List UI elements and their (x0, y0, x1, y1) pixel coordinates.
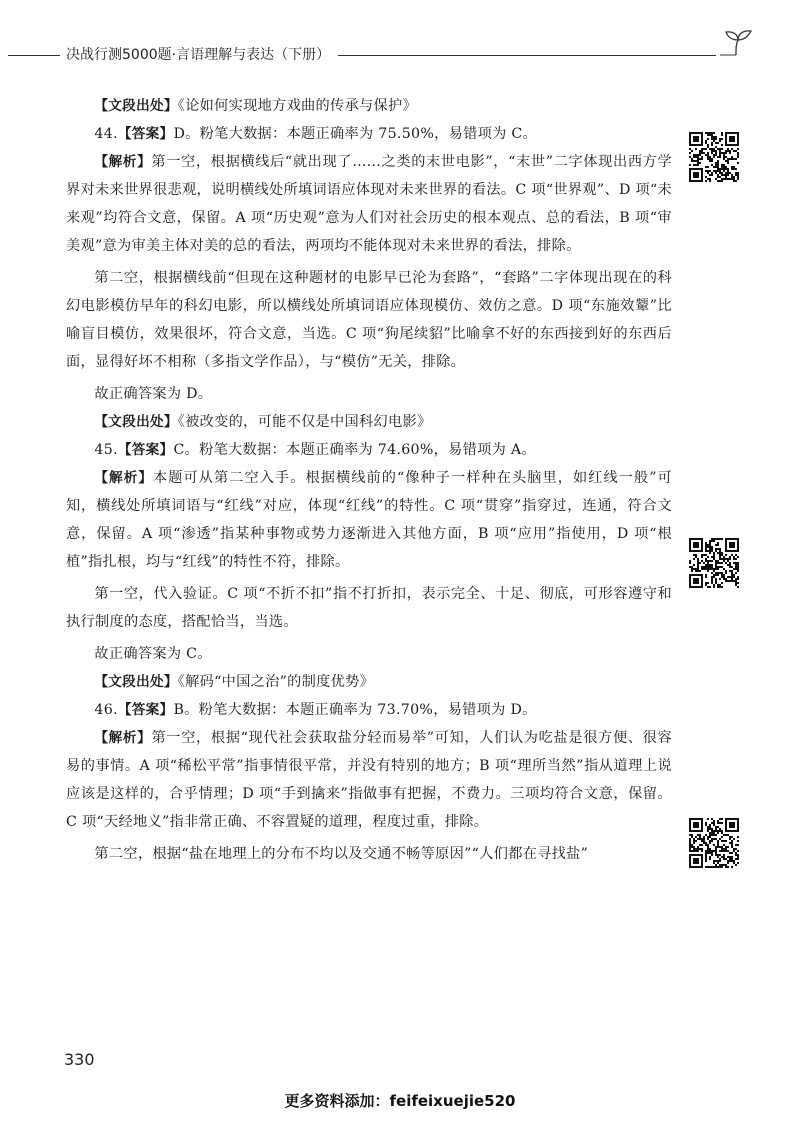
source-44: 【文段出处】《论如何实现地方戏曲的传承与保护》 (94, 98, 417, 114)
qr-code-icon[interactable] (689, 538, 739, 588)
running-header (0, 44, 800, 66)
analysis-45: 【解析】本题可从第二空入手。根据横线前的“像种子一样种在头脑里，如红线一般”可知，横线处所填词语与“红线”对应，体现“红线”的特性。C 项“贯穿”指穿过，连通，符合文意，保留。A 项“渗透”指某种事物或势力逐渐进入其他方面，B 项“应用”指使用，D 项“根植”指扎根，均与“红线”的特性不符，排除。 (66, 470, 672, 570)
page-number: 330 (64, 1050, 95, 1069)
header-rule-left (8, 55, 60, 56)
analysis-44: 【解析】第一空，根据横线后“就出现了……之类的末世电影”，“末世”二字体现出西方学界对未来世界很悲观，说明横线处所填词语应体现对未来世界的看法。C 项“世界观”、D 项“未来观”均符合文意，保留。A 项“历史观”意为人们对社会历史的根本观点、总的看法，B 项“审美观”意为审美主体对美的总的看法，两项均不能体现对未来世界的看法，排除。 (66, 154, 672, 254)
answer-content (66, 92, 672, 868)
qr-code-icon[interactable] (689, 818, 739, 868)
book-title: 决战行测5000题·言语理解与表达（下册） (66, 47, 331, 63)
conclusion-44: 故正确答案为 D。 (94, 386, 213, 402)
source-45: 【文段出处】《被改变的，可能不仅是中国科幻电影》 (94, 414, 432, 430)
footer-contact: 更多资料添加：feifeixuejie520 (284, 1092, 516, 1110)
analysis-44-blank2: 第二空，根据横线前“但现在这种题材的电影早已沦为套路”，“套路”二字体现出现在的科幻电影模仿早年的科幻电影，所以横线处所填词语应体现模仿、效仿之意。D 项“东施效颦”比喻盲目模仿，效果很坏，符合文意，当选。C 项“狗尾续貂”比喻拿不好的东西接到好的东西后面，显得好坏不相称（多指文学作品），与“模仿”无关，排除。 (66, 270, 672, 370)
source-46: 【文段出处】《解码“中国之治”的制度优势》 (94, 674, 375, 690)
conclusion-45: 故正确答案为 C。 (94, 646, 212, 662)
answer-45: 45.【答案】C。粉笔大数据：本题正确率为 74.60%，易错项为 A。 (94, 442, 536, 458)
answer-46: 46.【答案】B。粉笔大数据：本题正确率为 73.70%，易错项为 D。 (94, 702, 537, 718)
qr-code-icon[interactable] (689, 132, 739, 182)
analysis-45-blank1: 第一空，代入验证。C 项“不折不扣”指不打折扣，表示完全、十足、彻底，可形容遵守和执行制度的态度，搭配恰当，当选。 (66, 586, 672, 630)
analysis-46: 【解析】第一空，根据“现代社会获取盐分轻而易举”可知，人们认为吃盐是很方便、很容易的事情。A 项“稀松平常”指事情很平常，并没有特别的地方；B 项“理所当然”指从道理上说应该是这样的，合乎情理；D 项“手到擒来”指做事有把握，不费力。三项均符合文意，保留。C 项“天经地义”指非常正确、不容置疑的道理，程度过重，排除。 (66, 730, 672, 830)
header-rule-right (338, 55, 716, 56)
answer-44: 44.【答案】D。粉笔大数据：本题正确率为 75.50%，易错项为 C。 (94, 126, 538, 142)
analysis-46-blank2: 第二空，根据“盐在地理上的分布不均以及交通不畅等原因”“人们都在寻找盐” (94, 846, 589, 862)
sprout-icon (718, 28, 758, 60)
